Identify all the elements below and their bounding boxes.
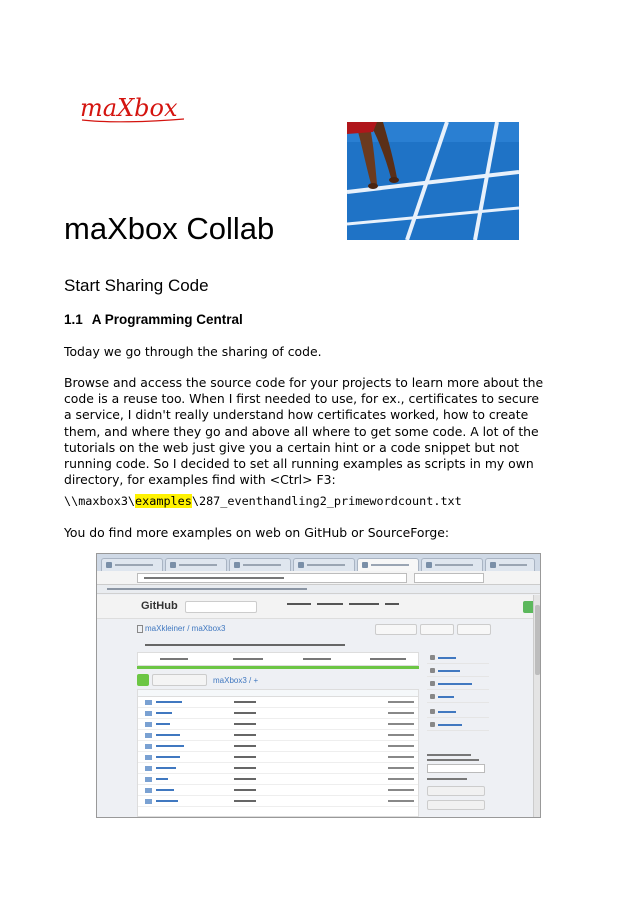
file-row: [138, 796, 418, 807]
path-prefix: \\maxbox3\: [64, 494, 136, 508]
file-list: [137, 697, 419, 817]
file-path: [64, 493, 462, 509]
download-zip-button: [427, 800, 485, 810]
search-field: [414, 573, 484, 583]
github-header: [97, 595, 540, 619]
browser-tab: [293, 558, 355, 571]
address-bar: [97, 571, 540, 585]
repo-description: [145, 644, 345, 646]
file-row: [138, 719, 418, 730]
clone-desktop-button: [427, 786, 485, 796]
file-row: [138, 752, 418, 763]
bookmarks-bar: [97, 585, 540, 594]
latest-commit-bar: [137, 689, 419, 697]
compare-button: [137, 674, 149, 686]
branch-row: [137, 674, 419, 686]
github-logo: GitHub: [141, 600, 178, 612]
github-screenshot: [96, 553, 541, 818]
file-row: [138, 763, 418, 774]
section-title: A Programming Central: [91, 312, 243, 327]
clone-panel: [427, 750, 489, 816]
maxbox-logo: [78, 92, 188, 126]
file-row: [138, 730, 418, 741]
file-row: [138, 741, 418, 752]
github-search: [185, 601, 257, 613]
branch-path: maXbox3 / +: [213, 676, 259, 685]
fork-button: [457, 624, 491, 635]
browser-tab: [229, 558, 291, 571]
path-highlight: examples: [135, 494, 192, 508]
browser-tab: [165, 558, 227, 571]
repo-icon: [137, 625, 143, 633]
logo-text: maXbox: [80, 94, 178, 122]
scrollbar: [533, 595, 541, 818]
document-title: maXbox Collab: [64, 211, 275, 246]
file-row: [138, 697, 418, 708]
document-subtitle: Start Sharing Code: [64, 276, 209, 295]
browser-tab: [421, 558, 483, 571]
star-button: [420, 624, 454, 635]
file-row: [138, 785, 418, 796]
browser-tabbar: [97, 554, 540, 571]
branch-selector: [152, 674, 207, 686]
browser-tab: [101, 558, 163, 571]
browser-tab-active: [357, 558, 419, 571]
section-heading: [64, 310, 243, 330]
language-bar: [137, 666, 419, 669]
url-field: [137, 573, 407, 583]
repo-stats: [137, 652, 419, 666]
watch-button: [375, 624, 417, 635]
path-suffix: \287_eventhandling2_primewordcount.txt: [191, 494, 462, 508]
file-row: [138, 774, 418, 785]
paragraph-intro: Today we go through the sharing of code.: [64, 344, 322, 359]
section-number: 1.1: [64, 312, 83, 327]
paragraph-body: Browse and access the source code for your projects to learn more about the code is a reuse too. When I first needed to use, for ex., certificates to secure a service, I didn't really understand how certificates worked, how to create them, and where they go and above all where to get some code. A lot of the tutorials on the web just give you a certain hint or a code snippet but not running code. So I decided to set all running examples as scripts in my own directory, for examples find with <Ctrl> F3:: [64, 375, 544, 488]
clone-url-field: [427, 764, 485, 773]
repo-name: maXkleiner / maXbox3: [145, 624, 226, 633]
repo-sidebar: [427, 652, 489, 732]
browser-tab: [485, 558, 535, 571]
paragraph-github: You do find more examples on web on GitHub or SourceForge:: [64, 525, 450, 540]
sprinter-photo: [347, 122, 519, 240]
file-row: [138, 708, 418, 719]
